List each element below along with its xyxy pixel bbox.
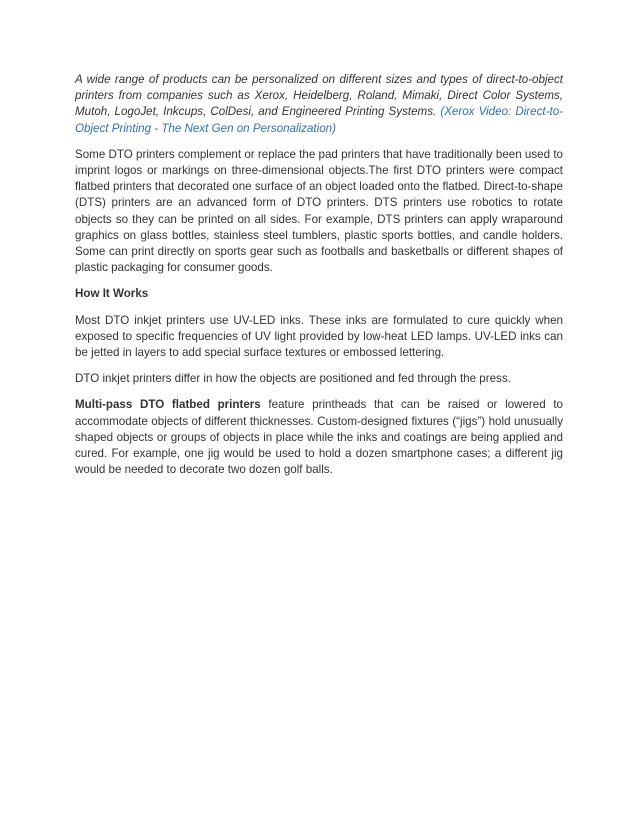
document-page [75,72,563,488]
uv-led-inks-paragraph: Most DTO inkjet printers use UV-LED inks. These inks are formulated to cure quickly when exposed to specific frequencies of UV light provided by low-heat LED lamps. UV-LED inks can be jetted in layers to add special surface textures or embossed lettering. [75,313,563,360]
xerox-video-link[interactable]: (Xerox Video: Direct-to-Object Printing - The Next Gen on Personalization) [75,105,564,135]
intro-text: A wide range of products can be personalized on different sizes and types of direct-to-object printers from companies such as Xerox, Heidelberg, Roland, Mimaki, Direct Color Systems, Mutoh, LogoJet, Inkcups, ColDesi, and Engineered Printing Systems. [75,73,563,119]
multi-pass-paragraph [75,397,563,478]
multi-pass-text: feature printheads that can be raised or lowered to accommodate objects of different thicknesses. Custom-designed fixtures (“jigs”) hold unusually shaped objects or groups of objects in place while the inks and coatings are being applied and cured. For example, one jig would be used to hold a dozen smartphone cases; a different jig would be needed to decorate two dozen golf balls. [75,398,563,477]
multi-pass-lead: Multi-pass DTO flatbed printers [75,398,261,412]
intro-paragraph [75,72,563,137]
how-it-works-heading: How It Works [75,287,149,301]
positioning-paragraph: DTO inkjet printers differ in how the objects are positioned and fed through the press. [75,372,511,386]
dto-printers-paragraph: Some DTO printers complement or replace the pad printers that have traditionally been used to imprint logos or markings on three-dimensional objects.The first DTO printers were compact flatbed printers that decorated one surface of an object loaded onto the flatbed. Direct-to-shape (DTS) printers are an advanced form of DTO printers. DTS printers use robotics to rotate objects so they can be printed on all sides. For example, DTS printers can apply wraparound graphics on glass bottles, stainless steel tumblers, plastic sports bottles, and candle holders. Some can print directly on sports gear such as footballs and basketballs or different shapes of plastic packaging for consumer goods. [75,147,563,275]
